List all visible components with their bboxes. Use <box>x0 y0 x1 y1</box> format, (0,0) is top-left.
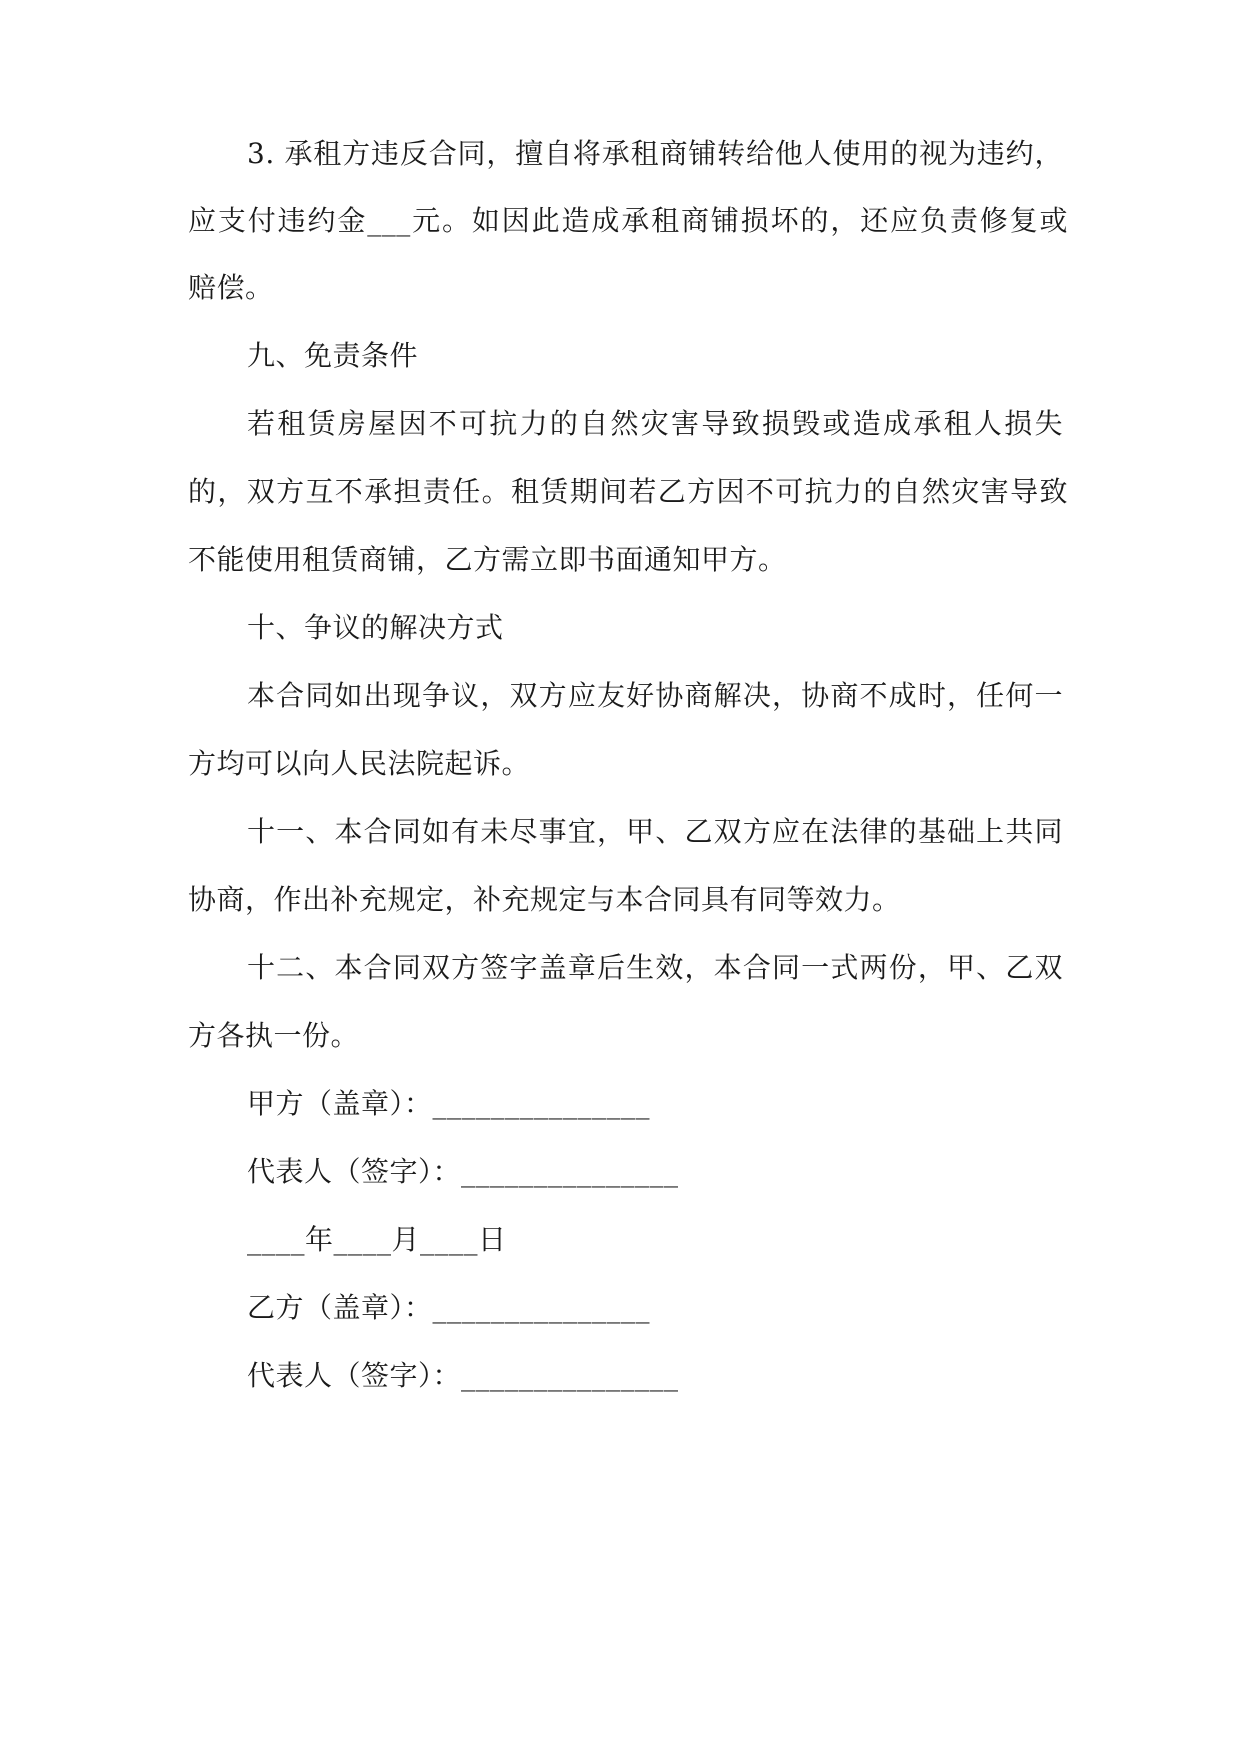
section-11-line-1: 十一、本合同如有未尽事宜，甲、乙双方应在法律的基础上共同 <box>247 815 1063 848</box>
section-10-para-line-2: 方均可以向人民法院起诉。 <box>188 747 531 780</box>
section-11-line-2: 协商，作出补充规定，补充规定与本合同具有同等效力。 <box>188 883 901 916</box>
section-9-para-line-1: 若租赁房屋因不可抗力的自然灾害导致损毁或造成承租人损失 <box>247 407 1063 440</box>
signing-date-field: ____年____月____日 <box>247 1223 507 1256</box>
party-b-representative-signature-field: 代表人（签字）：_______________ <box>247 1359 679 1392</box>
clause-8-3-line-2: 应支付违约金___元。如因此造成承租商铺损坏的，还应负责修复或 <box>188 204 1068 237</box>
section-12-line-2: 方各执一份。 <box>188 1019 360 1052</box>
party-a-seal-field: 甲方（盖章）：_______________ <box>247 1087 651 1120</box>
party-a-representative-signature-field: 代表人（签字）：_______________ <box>247 1155 679 1188</box>
section-10-para-line-1: 本合同如出现争议，双方应友好协商解决，协商不成时，任何一 <box>247 679 1063 712</box>
section-9-para-line-2: 的，双方互不承担责任。租赁期间若乙方因不可抗力的自然灾害导致 <box>188 475 1068 508</box>
party-b-seal-field: 乙方（盖章）：_______________ <box>247 1291 651 1324</box>
section-9-para-line-3: 不能使用租赁商铺，乙方需立即书面通知甲方。 <box>188 543 787 576</box>
section-10-heading: 十、争议的解决方式 <box>247 611 504 644</box>
clause-8-3-line-1: 3. 承租方违反合同，擅自将承租商铺转给他人使用的视为违约， <box>247 137 1063 170</box>
section-12-line-1: 十二、本合同双方签字盖章后生效，本合同一式两份，甲、乙双 <box>247 951 1063 984</box>
section-9-heading: 九、免责条件 <box>247 339 419 372</box>
clause-8-3-line-3: 赔偿。 <box>188 271 274 304</box>
